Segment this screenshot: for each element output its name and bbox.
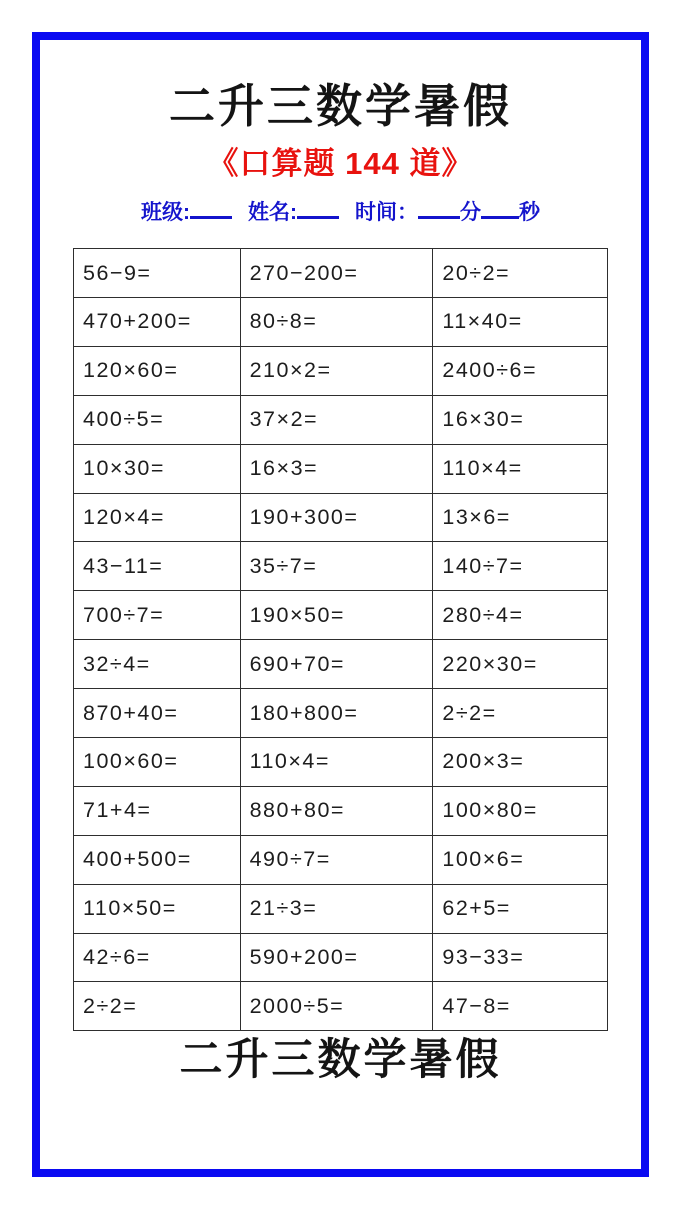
table-row	[74, 835, 608, 884]
problem-cell: 42÷6=	[74, 933, 241, 982]
problem-cell: 110×4=	[433, 444, 608, 493]
table-row	[74, 591, 608, 640]
table-row	[74, 786, 608, 835]
table-row	[74, 933, 608, 982]
problem-cell: 210×2=	[240, 346, 433, 395]
table-row	[74, 542, 608, 591]
problem-cell: 120×60=	[74, 346, 241, 395]
seconds-blank	[481, 199, 519, 219]
problem-cell: 590+200=	[240, 933, 433, 982]
class-blank	[190, 199, 232, 219]
blue-border-frame	[32, 32, 649, 1177]
problem-cell: 20÷2=	[433, 249, 608, 298]
problems-table	[73, 248, 608, 1031]
name-label: 姓名:	[248, 201, 297, 225]
problem-cell: 120×4=	[74, 493, 241, 542]
problem-cell: 93−33=	[433, 933, 608, 982]
problem-cell: 2000÷5=	[240, 982, 433, 1031]
table-row	[74, 737, 608, 786]
problem-cell: 470+200=	[74, 297, 241, 346]
problem-cell: 62+5=	[433, 884, 608, 933]
problem-cell: 2÷2=	[74, 982, 241, 1031]
problem-cell: 190×50=	[240, 591, 433, 640]
problem-cell: 10×30=	[74, 444, 241, 493]
problems-table-wrap	[73, 248, 608, 1031]
problem-cell: 32÷4=	[74, 640, 241, 689]
problem-cell: 35÷7=	[240, 542, 433, 591]
problem-cell: 690+70=	[240, 640, 433, 689]
minute-unit-label: 分	[460, 201, 481, 225]
table-row	[74, 346, 608, 395]
problem-cell: 11×40=	[433, 297, 608, 346]
problem-cell: 16×30=	[433, 395, 608, 444]
problem-cell: 2÷2=	[433, 689, 608, 738]
problem-cell: 220×30=	[433, 640, 608, 689]
page-subtitle: 《口算题 144 道》	[207, 145, 474, 181]
class-label: 班级:	[141, 201, 190, 225]
problem-cell: 21÷3=	[240, 884, 433, 933]
problem-cell: 700÷7=	[74, 591, 241, 640]
problem-cell: 2400÷6=	[433, 346, 608, 395]
minutes-blank	[418, 199, 460, 219]
problem-cell: 100×6=	[433, 835, 608, 884]
table-row	[74, 640, 608, 689]
problem-cell: 37×2=	[240, 395, 433, 444]
problem-cell: 870+40=	[74, 689, 241, 738]
problem-cell: 100×80=	[433, 786, 608, 835]
problem-cell: 80÷8=	[240, 297, 433, 346]
problem-cell: 47−8=	[433, 982, 608, 1031]
problem-cell: 400+500=	[74, 835, 241, 884]
student-info-line	[40, 196, 641, 226]
problem-cell: 880+80=	[240, 786, 433, 835]
table-row	[74, 297, 608, 346]
problem-cell: 190+300=	[240, 493, 433, 542]
problem-cell: 56−9=	[74, 249, 241, 298]
table-row	[74, 982, 608, 1031]
problem-cell: 400÷5=	[74, 395, 241, 444]
second-unit-label: 秒	[519, 201, 540, 225]
footer-title: 二升三数学暑假	[179, 1036, 502, 1085]
problem-cell: 180+800=	[240, 689, 433, 738]
problem-cell: 200×3=	[433, 737, 608, 786]
table-row	[74, 444, 608, 493]
problem-cell: 140÷7=	[433, 542, 608, 591]
problems-body	[74, 249, 608, 1031]
problem-cell: 280÷4=	[433, 591, 608, 640]
problem-cell: 270−200=	[240, 249, 433, 298]
table-row	[74, 884, 608, 933]
problem-cell: 13×6=	[433, 493, 608, 542]
problem-cell: 16×3=	[240, 444, 433, 493]
time-label: 时间：	[355, 201, 418, 225]
problem-cell: 110×4=	[240, 737, 433, 786]
problem-cell: 110×50=	[74, 884, 241, 933]
name-blank	[297, 199, 339, 219]
problem-cell: 490÷7=	[240, 835, 433, 884]
problem-cell: 43−11=	[74, 542, 241, 591]
problem-cell: 71+4=	[74, 786, 241, 835]
table-row	[74, 689, 608, 738]
table-row	[74, 395, 608, 444]
problem-cell: 100×60=	[74, 737, 241, 786]
table-row	[74, 249, 608, 298]
page-title: 二升三数学暑假	[169, 80, 512, 132]
table-row	[74, 493, 608, 542]
